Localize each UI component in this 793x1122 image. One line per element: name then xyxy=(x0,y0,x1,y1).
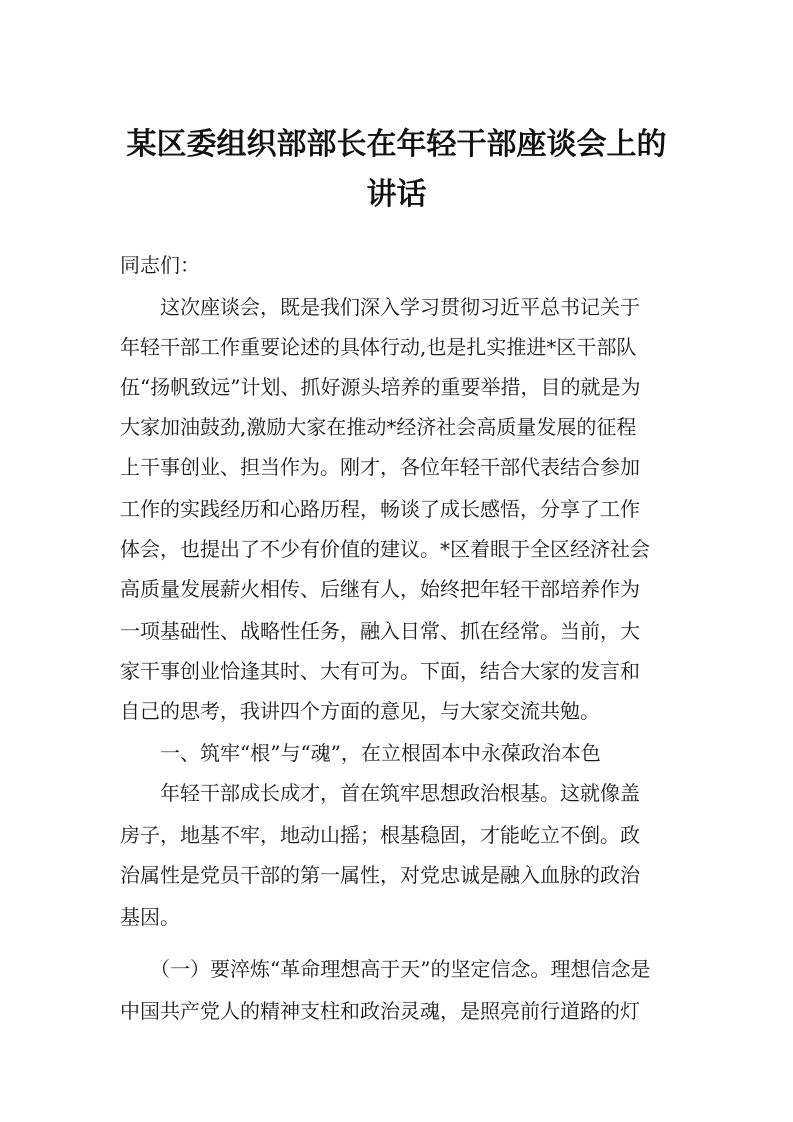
body-line: 自己的思考，我讲四个方面的意见，与大家交流共勉。 xyxy=(120,699,600,723)
body-line: 基因。 xyxy=(120,905,180,929)
body-line: 工作的实践经历和心路历程，畅谈了成长感悟，分享了工作 xyxy=(120,497,640,521)
body-line: 这次座谈会，既是我们深入学习贯彻习近平总书记关于 xyxy=(120,295,640,319)
body-line: 房子，地基不牢，地动山摇；根基稳固，才能屹立不倒。政 xyxy=(120,823,640,847)
document-title-line-1: 某区委组织部部长在年轻干部座谈会上的 xyxy=(126,127,667,162)
body-line: 体会，也提出了不少有价值的建议。*区着眼于全区经济社会 xyxy=(120,537,650,561)
body-line: 治属性是党员干部的第一属性，对党忠诚是融入血脉的政治 xyxy=(120,863,640,887)
body-line: 一项基础性、战略性任务，融入日常、抓在经常。当前，大 xyxy=(120,619,640,643)
document-title-line-2: 讲话 xyxy=(366,177,427,212)
body-line: 伍“扬帆致远”计划、抓好源头培养的重要举措，目的就是为 xyxy=(120,375,641,399)
body-line: 年轻干部工作重要论述的具体行动,也是扎实推进*区干部队 xyxy=(120,335,637,359)
body-line: 中国共产党人的精神支柱和政治灵魂，是照亮前行道路的灯 xyxy=(120,999,640,1023)
salutation-line: 同志们： xyxy=(120,253,200,277)
body-line: 上干事创业、担当作为。刚才，各位年轻干部代表结合参加 xyxy=(120,455,640,479)
body-line: 家干事创业恰逢其时、大有可为。下面，结合大家的发言和 xyxy=(120,659,640,683)
body-line: 大家加油鼓劲,激励大家在推动*经济社会高质量发展的征程 xyxy=(120,415,637,439)
body-line: 高质量发展薪火相传、后继有人，始终把年轻干部培养作为 xyxy=(120,577,640,601)
subsection-heading-line: （一）要淬炼“革命理想高于天”的坚定信念。理想信念是 xyxy=(120,957,651,981)
section-heading: 一、筑牢“根”与“魂”，在立根固本中永葆政治本色 xyxy=(120,741,601,765)
body-line: 年轻干部成长成才，首在筑牢思想政治根基。这就像盖 xyxy=(120,781,640,805)
